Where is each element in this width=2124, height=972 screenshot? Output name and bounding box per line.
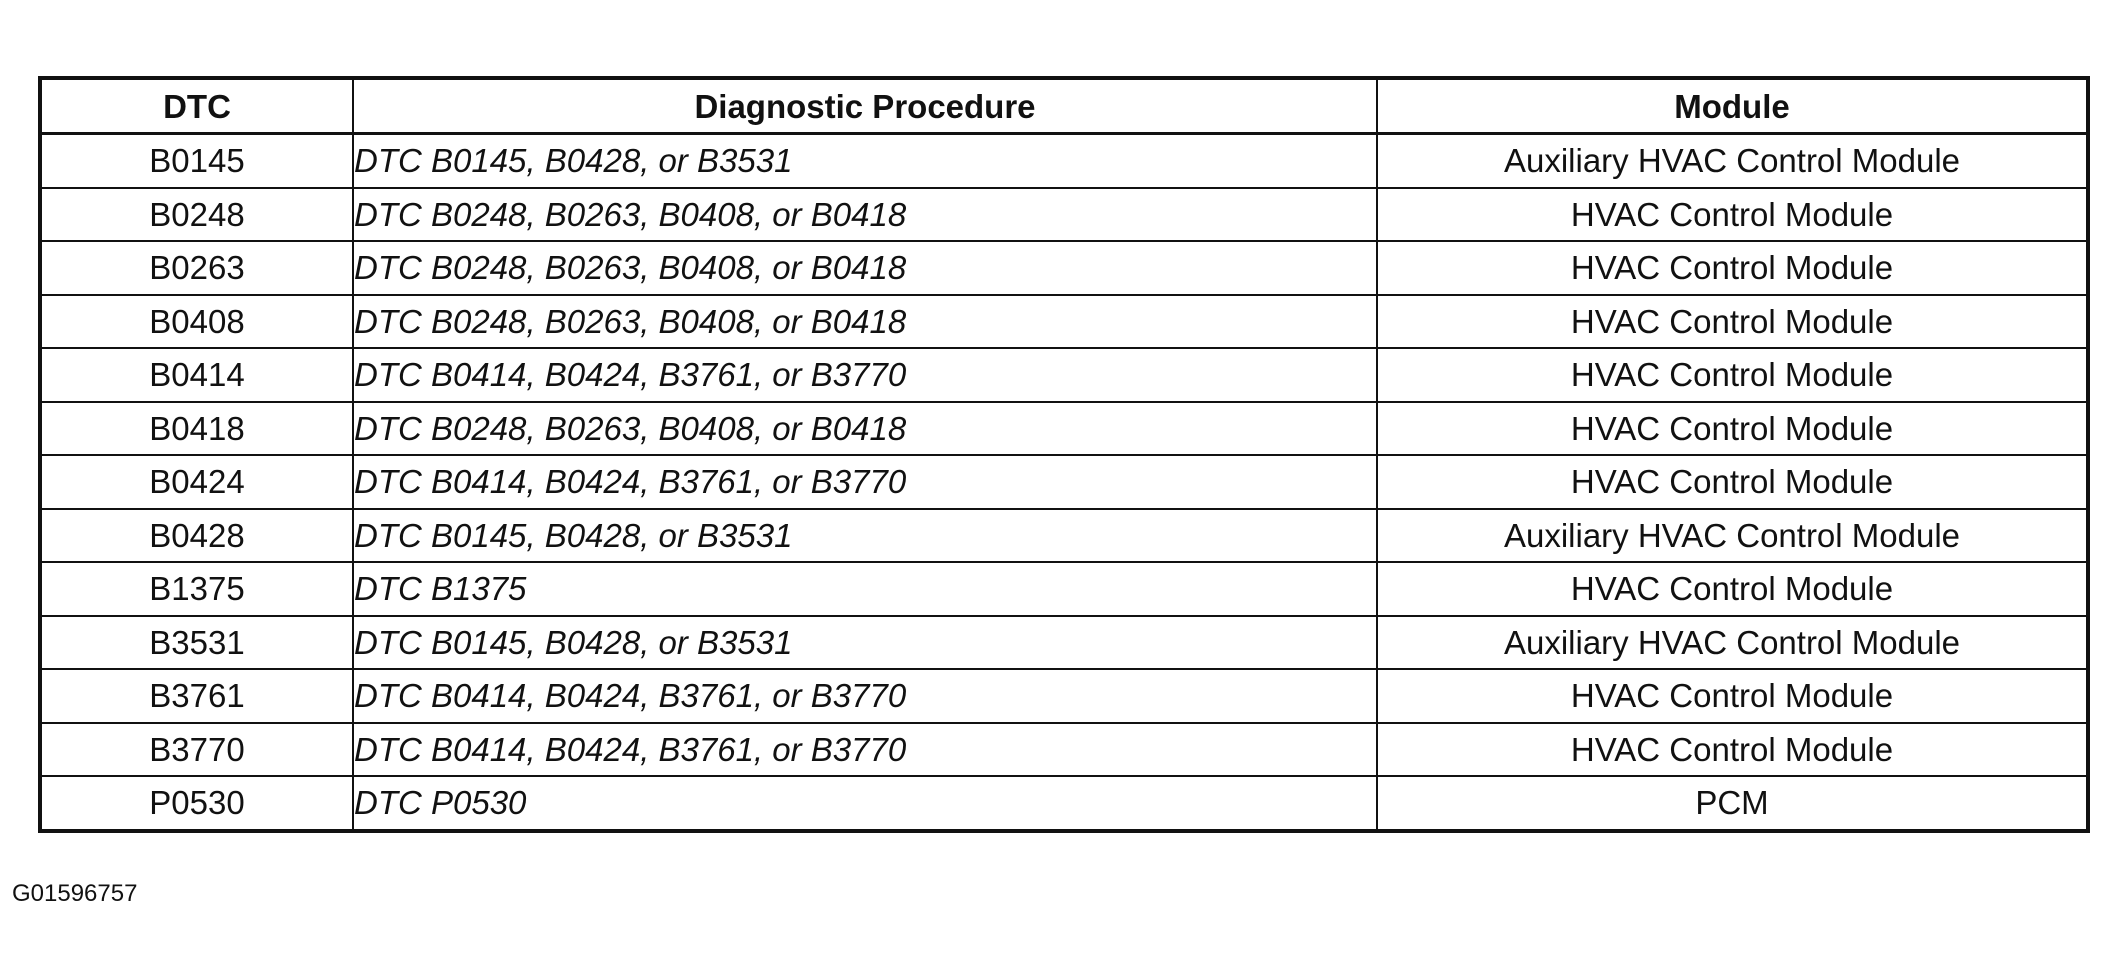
dtc-cell: B3761 [40,669,353,723]
dtc-cell: B0414 [40,348,353,402]
procedure-cell: DTC B0248, B0263, B0408, or B0418 [353,295,1377,349]
module-cell: Auxiliary HVAC Control Module [1377,509,2088,563]
dtc-cell: B3770 [40,723,353,777]
table-row [40,188,2088,242]
dtc-cell: B1375 [40,562,353,616]
table-row [40,509,2088,563]
dtc-cell: B0428 [40,509,353,563]
table-body [40,134,2088,831]
table-row [40,402,2088,456]
table-row [40,295,2088,349]
module-cell: HVAC Control Module [1377,455,2088,509]
procedure-cell: DTC B0248, B0263, B0408, or B0418 [353,188,1377,242]
table-row [40,562,2088,616]
module-cell: Auxiliary HVAC Control Module [1377,616,2088,670]
dtc-cell: B0263 [40,241,353,295]
table-row [40,616,2088,670]
module-cell: HVAC Control Module [1377,348,2088,402]
table-row [40,723,2088,777]
module-cell: HVAC Control Module [1377,295,2088,349]
module-cell: PCM [1377,776,2088,831]
module-cell: HVAC Control Module [1377,241,2088,295]
dtc-table [38,76,2090,833]
procedure-cell: DTC B0414, B0424, B3761, or B3770 [353,455,1377,509]
dtc-cell: P0530 [40,776,353,831]
table-row [40,669,2088,723]
procedure-cell: DTC B0248, B0263, B0408, or B0418 [353,402,1377,456]
table-row [40,134,2088,188]
table-row [40,776,2088,831]
procedure-cell: DTC P0530 [353,776,1377,831]
procedure-cell: DTC B0414, B0424, B3761, or B3770 [353,723,1377,777]
header-module: Module [1377,78,2088,134]
procedure-cell: DTC B0414, B0424, B3761, or B3770 [353,348,1377,402]
procedure-cell: DTC B0248, B0263, B0408, or B0418 [353,241,1377,295]
module-cell: HVAC Control Module [1377,669,2088,723]
dtc-cell: B3531 [40,616,353,670]
table-row [40,348,2088,402]
module-cell: HVAC Control Module [1377,562,2088,616]
module-cell: Auxiliary HVAC Control Module [1377,134,2088,188]
header-diagnostic-procedure: Diagnostic Procedure [353,78,1377,134]
procedure-cell: DTC B0145, B0428, or B3531 [353,134,1377,188]
procedure-cell: DTC B0145, B0428, or B3531 [353,509,1377,563]
module-cell: HVAC Control Module [1377,402,2088,456]
procedure-cell: DTC B1375 [353,562,1377,616]
module-cell: HVAC Control Module [1377,723,2088,777]
dtc-cell: B0418 [40,402,353,456]
dtc-table-container [38,76,2086,833]
dtc-cell: B0424 [40,455,353,509]
dtc-cell: B0145 [40,134,353,188]
header-dtc: DTC [40,78,353,134]
table-row [40,455,2088,509]
figure-id: G01596757 [12,880,138,907]
dtc-cell: B0248 [40,188,353,242]
table-header-row [40,78,2088,134]
procedure-cell: DTC B0145, B0428, or B3531 [353,616,1377,670]
procedure-cell: DTC B0414, B0424, B3761, or B3770 [353,669,1377,723]
dtc-cell: B0408 [40,295,353,349]
module-cell: HVAC Control Module [1377,188,2088,242]
table-row [40,241,2088,295]
